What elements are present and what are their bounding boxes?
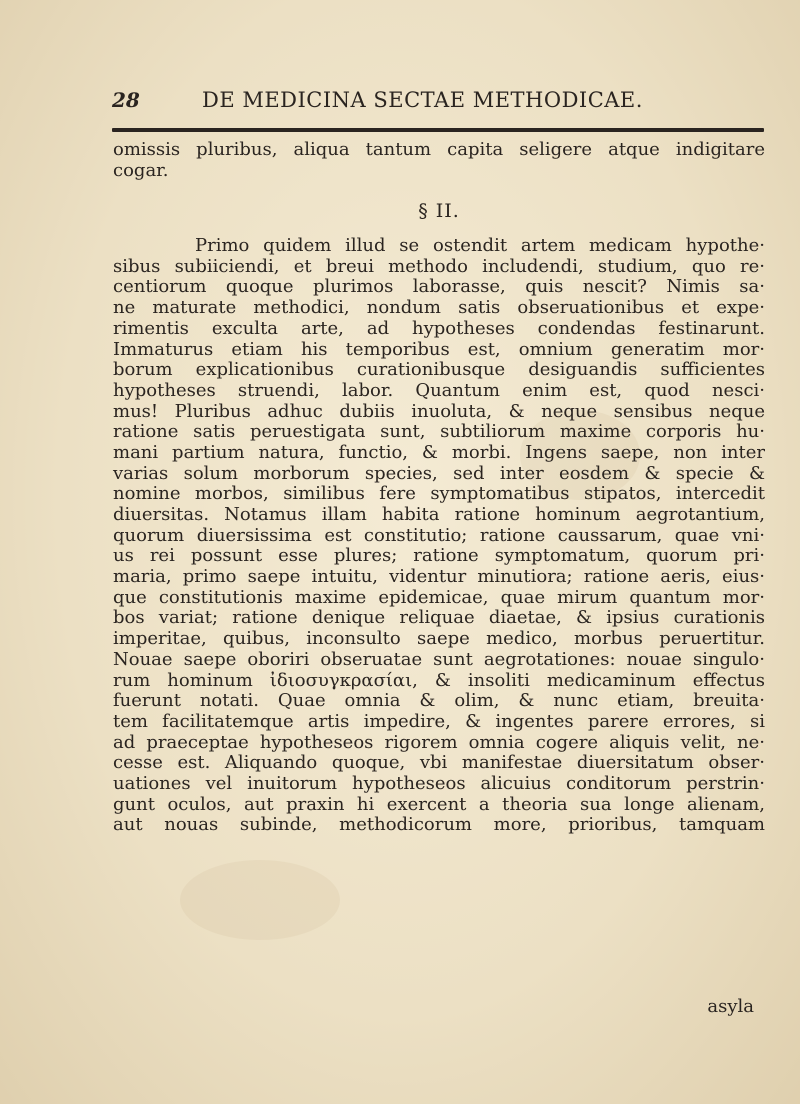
text-line: borum explicationibus curationibusque desiguandis sufficientes — [113, 359, 765, 381]
text-line: mani partium natura, functio, & morbi. Ingens saepe, non inter — [113, 441, 765, 463]
text-line: gunt oculos, aut praxin hi exercent a theoria sua longe alienam, — [113, 793, 765, 815]
text-line: ad praeceptae hypotheseos rigorem omnia cogere aliquis velit, ne· — [113, 731, 765, 753]
catchword: asyla — [707, 996, 754, 1017]
text-line: tem facilitatemque artis impedire, & ingentes parere errores, si — [113, 710, 765, 732]
text-line: nomine morbos, similibus fere symptomatibus stipatos, intercedit — [113, 483, 765, 505]
text-line: aut nouas subinde, methodicorum more, prioribus, tamquam — [113, 814, 765, 836]
text-line: que constitutionis maxime epidemicae, quae mirum quantum mor· — [113, 586, 765, 608]
text-line: varias solum morborum species, sed inter eosdem & specie & — [113, 462, 765, 484]
text-line: Nouae saepe oboriri obseruatae sunt aegrotationes: nouae singulo· — [113, 648, 765, 670]
text-line: cogar. — [113, 159, 169, 181]
text-line: mus! Pluribus adhuc dubiis inuoluta, & neque sensibus neque — [113, 400, 765, 422]
text-line: us rei possunt esse plures; ratione symptomatum, quorum pri· — [113, 545, 765, 567]
text-line: diuersitas. Notamus illam habita ratione hominum aegrotantium, — [113, 504, 765, 525]
header-rule — [112, 128, 764, 132]
section-heading: § II. — [418, 200, 460, 223]
page-number: 28 — [112, 88, 140, 112]
text-line: rimentis exculta arte, ad hypotheses condendas festinarunt. — [113, 317, 765, 339]
text-line: rum hominum ἰδιοσυγκρασίαι, & insoliti medicaminum effectus — [113, 669, 765, 691]
text-line: bos variat; ratione denique reliquae diaetae, & ipsius curationis — [113, 607, 765, 629]
text-line: Immaturus etiam his temporibus est, omnium generatim mor· — [113, 338, 765, 360]
text-line: imperitae, quibus, inconsulto saepe medico, morbus peruertitur. — [113, 628, 765, 650]
running-head: DE MEDICINA SECTAE METHODICAE. — [202, 88, 643, 112]
text-line: uationes vel inuitorum hypotheseos alicuius conditorum perstrin· — [113, 772, 765, 794]
body-text — [113, 140, 765, 836]
text-line: hypotheses struendi, labor. Quantum enim est, quod nesci· — [113, 379, 765, 401]
text-line: fuerunt notati. Quae omnia & olim, & nunc etiam, breuita· — [113, 690, 765, 712]
text-line: centiorum quoque plurimos laborasse, quis nescit? Nimis sa· — [113, 276, 765, 298]
page-header — [112, 88, 766, 118]
text-line: ne maturate methodici, nondum satis obseruationibus et expe· — [113, 297, 765, 319]
text-line: omissis pluribus, aliqua tantum capita seligere atque indigitare — [113, 139, 765, 160]
text-line: sibus subiiciendi, et breui methodo includendi, studium, quo re· — [113, 255, 765, 277]
text-line: maria, primo saepe intuitu, videntur minutiora; ratione aeris, eius· — [113, 566, 765, 588]
text-line: ratione satis peruestigata sunt, subtiliorum maxime corporis hu· — [113, 421, 765, 443]
text-line: cesse est. Aliquando quoque, vbi manifestae diuersitatum obser· — [113, 752, 765, 774]
text-line: quorum diuersissima est constitutio; ratione caussarum, quae vni· — [113, 524, 765, 546]
text-line: Primo quidem illud se ostendit artem medicam hypothe· — [195, 235, 765, 257]
paper-stain — [180, 860, 340, 940]
